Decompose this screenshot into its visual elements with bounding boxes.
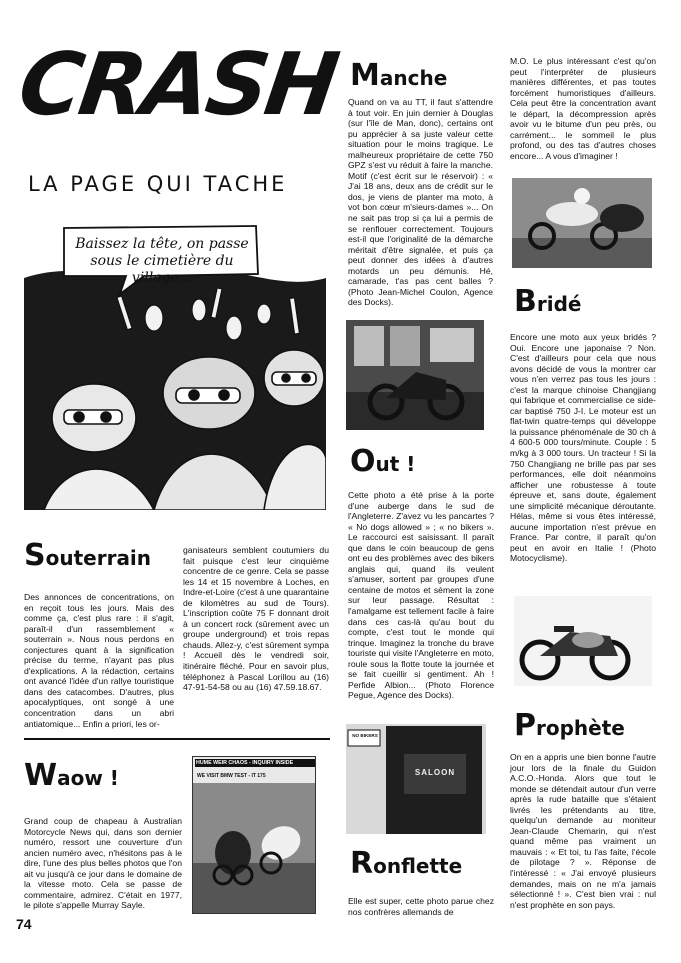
- bride-text: Encore une moto aux yeux bridés ? Oui. Encore une japonaise ? Non. C'est d'ailleurs pour cela que nous avons décidé de vous la montrer car vous n'en verrez pas tous les jours : c'est la marque chinoise Changjiang qui fabrique et commercialise ce side-car baptisé 750 J-I. Le moteur est un flat-twin quatre-temps qui développe la puissance phénoménale de 30 ch à 4 600-5 000 tours/minute. Couple : 5 m/kg à 3 000 tours. Un tracteur ! Si la 750 Changjiang ne brille pas par ses performances, elle doit néanmoins afficher une robustesse à toute épreuve et, sans doute, également une simplicité mécanique déroutante. Hélas, même si vous êtes intéressé, aucune importation n'est prévue en France. Par contre, il paraît qu'on peut en avoir en Italie ! (Photo Motocyclisme).: [510, 332, 656, 564]
- section-heading-waow: [24, 758, 119, 793]
- cover-tagline: WE VISIT BMW TEST - IT 175: [197, 773, 266, 779]
- souterrain-text-col1: Des annonces de concentrations, on en reçoit tous les jours. Mais des comme ça, c'est plus rare : il s'agit, paraît-il d'un rassemblement « souterrain ». Nous nous perdons en conjectures quant à la signification précise du terme, n'ayant pas plus d'explications. A la rédaction, certains ont avancé l'idée d'un rallye touristique dans des catacombes. D'autres, plus apocalyptiques, ont songé à une concentration dans un abri antiatomique... Enfin a priori, les or-: [24, 592, 174, 729]
- pub-door-image: [346, 724, 486, 834]
- heading-rest: onflette: [373, 854, 463, 878]
- sidecar-image: [514, 596, 652, 686]
- heading-initial: M: [350, 58, 380, 93]
- heading-rest: ut !: [375, 452, 416, 476]
- bride-photo: [514, 596, 652, 686]
- saloon-sign: SALOON: [414, 768, 456, 777]
- heading-rest: anche: [379, 66, 448, 90]
- no-bikers-sign: NO BIKERS: [352, 733, 378, 738]
- heading-initial: W: [24, 758, 58, 793]
- heading-initial: P: [514, 708, 536, 743]
- heading-rest: rophète: [536, 716, 625, 740]
- speech-bubble-text: Baissez la tête, on passe sous le cimetière du village...: [75, 236, 249, 286]
- section-divider: [24, 738, 330, 740]
- heading-rest: aow !: [57, 766, 119, 790]
- out-photo: [346, 724, 486, 834]
- cover-headline: HUME WEIR CHAOS - INQUIRY INSIDE: [195, 759, 315, 767]
- heading-rest: ridé: [536, 292, 582, 316]
- magazine-cover-photo: [192, 756, 316, 914]
- mo-text: M.O. Le plus intéressant c'est qu'on peut l'interpréter de plusieurs manières différentes, et pas toutes forcément humoristiques d'ailleurs. Cela peut être la concentration avant le départ, la décompression après avoir vu le bitume d'un peu près, ou carrément... le sommeil le plus profond, ou des tas d'autres choses encore... A vous d'imaginer !: [510, 56, 656, 161]
- out-text: Cette photo a été prise à la porte d'une auberge dans le sud de l'Angleterre. Z'avez vu les pancartes ? « No dogs allowed » ; « no bikers ». Le raccourci est saisissant. Il paraît que dans le coin beaucoup de gens ont eu des problèmes avec des bikers anglais qui, quand ils veulent s'amuser, sortent par groupes d'une centaine de motos et sèment la zone sur leur passage. Résultat : l'amalgame est tellement facile à faire dans ces cas-là qu'au bout du compte, c'est tout le monde qui trinque. Imaginez la tronche du brave touriste qui visite l'Angleterre en moto, roule sous la flotte toute la journée et se fait cueillir si gentiment. Ah ! Perfide Albion... (Photo Florence Pegue, Agence des Docks).: [348, 490, 494, 701]
- section-heading-manche: [350, 58, 447, 93]
- sleeping-riders-image: [512, 178, 652, 268]
- heading-initial: B: [514, 284, 537, 319]
- waow-text: Grand coup de chapeau à Australian Motorcycle News qui, dans son dernier numéro, ressort une couverture d'un ancien numéro avec, n'hésitons pas à le dire, l'une des plus belles photos que l'on ait vu jusqu'à ce jour dans le domaine de la vitesse moto. Cela se passe de commentaire, admirez. C'était en 1977, le pilote s'appelle Murray Sayle.: [24, 816, 182, 911]
- cartoon-illustration: [24, 218, 326, 510]
- souterrain-text-col2: ganisateurs semblent coutumiers du fait puisque c'est leur cinquième concentre de ce genre. Cela se passe les 14 et 15 novembre à Loches, en Indre-et-Loire (c'est à une quarantaine de kilomètres au sud de Tours). L'inscription coûte 75 F donnant droit à un concert rock (sûrement avec un groupe underground) et trois repas chauds. Allez-y, c'est sûrement sympa ! Accueil dès le vendredi soir, itinéraire fléché. Pour en savoir plus, téléphonez à Pascal Lorillou au (16) 47-91-54-58 ou au (16) 47.59.18.67.: [183, 545, 329, 693]
- heading-initial: R: [350, 846, 374, 881]
- motorcycle-image: [346, 320, 484, 430]
- page-subtitle: LA PAGE QUI TACHE: [28, 172, 288, 196]
- page-number: 74: [16, 916, 32, 932]
- section-heading-out: [350, 444, 415, 479]
- manche-photo: [346, 320, 484, 430]
- section-heading-ronflette: [350, 846, 462, 881]
- heading-rest: outerrain: [45, 546, 152, 570]
- prophete-text: On en a appris une bien bonne l'autre jour lors de la finale du Guidon A.C.O.-Honda. Alors que tout le monde se détendait autour d'un verre après la rude bataille que s'étaient livrés les prétendants au titre, quelqu'un demande au moniteur Jean-Claude Chemarin, qui n'est quand même pas vraiment un mauvais : « Et toi, tu l'as faite, l'école de pilotage ? ». Réponse de l'intéressé : « J'ai envoyé plusieurs demandes, mais on ne m'a jamais sélectionné ! ». C'est bien vrai : nul n'est prophète en son pays.: [510, 752, 656, 910]
- ronflette-text: Elle est super, cette photo parue chez nos confrères allemands de: [348, 896, 494, 917]
- racer-image: [193, 783, 315, 913]
- heading-initial: S: [24, 538, 46, 573]
- mo-photo: [512, 178, 652, 268]
- section-heading-bride: [514, 284, 581, 319]
- manche-text: Quand on va au TT, il faut s'attendre à tout voir. En juin dernier à Douglas (sur l'île de Man, donc), certains ont pu apprécier à sa juste valeur cette situation pour le moins tragique. Le malheureux propriétaire de cette 750 GPZ s'est vu réduit à faire la manche. Motif (c'est écrit sur le réservoir) : « J'ai 18 ans, deux ans de crédit sur le dos, je viens de planter ma moto, à vot bon cœur m'sieurs-dames »... On ne sait pas trop si ça lui a permis de se renflouer correctement. Toujours est-il que l'originalité de la démarche méritait d'être signalée, et puis ça peut donner des idées à d'autres motards un peu démunis. Hé, camarade, t'as pas cent balles ? (Photo Jean-Michel Coulon, Agence des Docks).: [348, 97, 493, 308]
- section-heading-prophete: [514, 708, 625, 743]
- section-heading-souterrain: [24, 538, 151, 573]
- page-title: CRASH: [12, 35, 342, 135]
- heading-initial: O: [350, 444, 376, 479]
